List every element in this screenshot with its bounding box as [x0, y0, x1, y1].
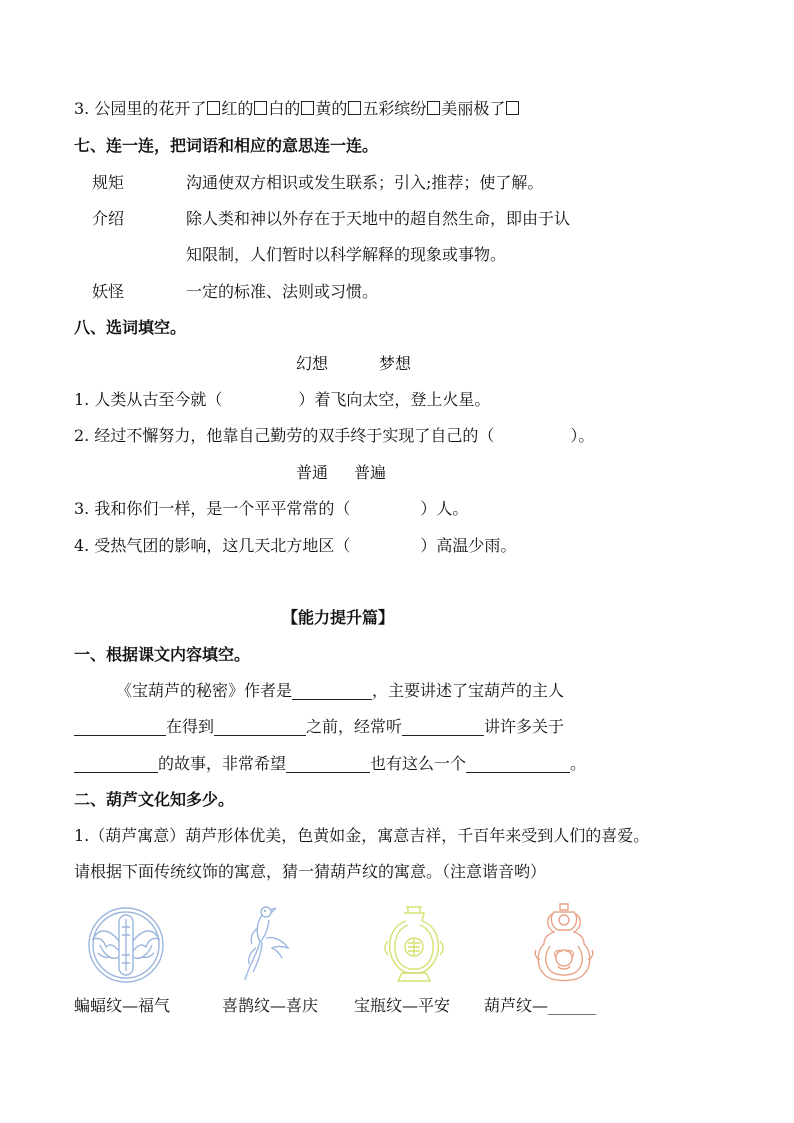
ability-heading: 【能力提升篇】 — [282, 608, 395, 627]
caption-vase: 宝瓶纹—平安 — [354, 996, 451, 1015]
s8-q4-b: ）高温少雨。 — [420, 536, 517, 555]
ability-part2-title: 二、葫芦文化知多少。 — [74, 790, 235, 809]
vase-pattern-icon — [384, 903, 444, 985]
q3-seg2: 红的 — [221, 99, 254, 118]
caption-gourd: 葫芦纹—______ — [484, 996, 597, 1015]
word-yaoguai[interactable]: 妖怪 — [92, 282, 125, 301]
gourd-q1-line1: 1.（葫芦寓意）葫芦形体优美，色黄如金，寓意吉祥，千百年来受到人们的喜爱。 — [74, 826, 650, 845]
q3-seg1: 3. 公园里的花开了 — [74, 99, 207, 118]
caption-bat: 蝙蝠纹—福气 — [74, 996, 171, 1015]
para2-b: 之前，经常听 — [306, 717, 403, 736]
para3-a: 的故事，非常希望 — [158, 754, 287, 773]
blank-story[interactable] — [74, 756, 158, 773]
blank-obtained[interactable] — [214, 719, 306, 736]
word-jieshao[interactable]: 介绍 — [92, 209, 125, 228]
fill-blank-1[interactable] — [222, 393, 298, 409]
para1-a: 《宝葫芦的秘密》作者是 — [116, 681, 293, 700]
s8-q1 — [74, 389, 490, 411]
para-line-1 — [116, 680, 564, 702]
s8-q4-a: 4. 受热气团的影响，这几天北方地区（ — [74, 536, 351, 555]
bat-pattern-icon — [86, 905, 166, 985]
punct-box-2[interactable] — [254, 101, 267, 115]
punct-box-3[interactable] — [301, 101, 314, 115]
gourd-pattern-icon — [532, 900, 596, 986]
blank-author[interactable] — [292, 683, 372, 700]
sec8-title: 八、选词填空。 — [74, 318, 187, 337]
q3-seg4: 黄的 — [315, 99, 348, 118]
punct-box-5[interactable] — [427, 101, 440, 115]
magpie-pattern-icon — [236, 902, 296, 982]
s8-q2 — [74, 425, 594, 447]
blank-listen[interactable] — [402, 719, 484, 736]
caption-magpie: 喜鹊纹—喜庆 — [222, 996, 319, 1015]
q3-seg3: 白的 — [268, 99, 301, 118]
word-option-pubian: 普遍 — [354, 463, 387, 482]
sec7-title: 七、连一连，把词语和相应的意思连一连。 — [74, 136, 379, 155]
s8-q2-a: 2. 经过不懈努力，他靠自己勤劳的双手终于实现了自己的（ — [74, 426, 495, 445]
punct-box-6[interactable] — [506, 101, 519, 115]
para-line-3 — [74, 753, 586, 775]
s8-q1-a: 1. 人类从古至今就（ — [74, 390, 223, 409]
ability-part1-title: 一、根据课文内容填空。 — [74, 645, 251, 664]
para3-b: 也有这么一个 — [370, 754, 467, 773]
word-option-mengxiang: 梦想 — [379, 354, 412, 373]
s8-q4 — [74, 535, 516, 557]
q3-line — [74, 98, 520, 120]
blank-thing[interactable] — [466, 756, 570, 773]
word-option-putong: 普通 — [296, 463, 329, 482]
blank-hope[interactable] — [286, 756, 370, 773]
para1-b: ，主要讲述了宝葫芦的主人 — [372, 681, 565, 700]
punct-box-4[interactable] — [348, 101, 361, 115]
blank-owner[interactable] — [74, 719, 166, 736]
s8-q2-b: ）。 — [570, 426, 595, 445]
fill-blank-3[interactable] — [350, 502, 420, 518]
q3-seg6: 美丽极了 — [441, 99, 506, 118]
word-option-huanxiang: 幻想 — [296, 354, 329, 373]
para2-c: 讲许多关于 — [484, 717, 565, 736]
para-line-2 — [74, 716, 564, 738]
para3-c: 。 — [570, 754, 587, 773]
meaning-2[interactable]: 除人类和神以外存在于天地中的超自然生命，即由于认 — [186, 209, 571, 228]
q3-seg5: 五彩缤纷 — [362, 99, 427, 118]
s8-q3-b: ）人。 — [420, 499, 469, 518]
fill-blank-2[interactable] — [494, 429, 570, 445]
meaning-2-cont: 知限制，人们暂时以科学解释的现象或事物。 — [186, 245, 507, 264]
word-guiju[interactable]: 规矩 — [92, 173, 125, 192]
gourd-q1-line2: 请根据下面传统纹饰的寓意，猜一猜葫芦纹的寓意。（注意谐音哟） — [74, 862, 547, 881]
s8-q3-a: 3. 我和你们一样，是一个平平常常的（ — [74, 499, 351, 518]
s8-q3 — [74, 498, 468, 520]
s8-q1-b: ）着飞向太空，登上火星。 — [298, 390, 491, 409]
meaning-1[interactable]: 沟通使双方相识或发生联系；引入;推荐；使了解。 — [186, 173, 544, 192]
meaning-3[interactable]: 一定的标准、法则或习惯。 — [186, 282, 379, 301]
punct-box-1[interactable] — [207, 101, 220, 115]
fill-blank-4[interactable] — [350, 539, 420, 555]
para2-a: 在得到 — [166, 717, 215, 736]
